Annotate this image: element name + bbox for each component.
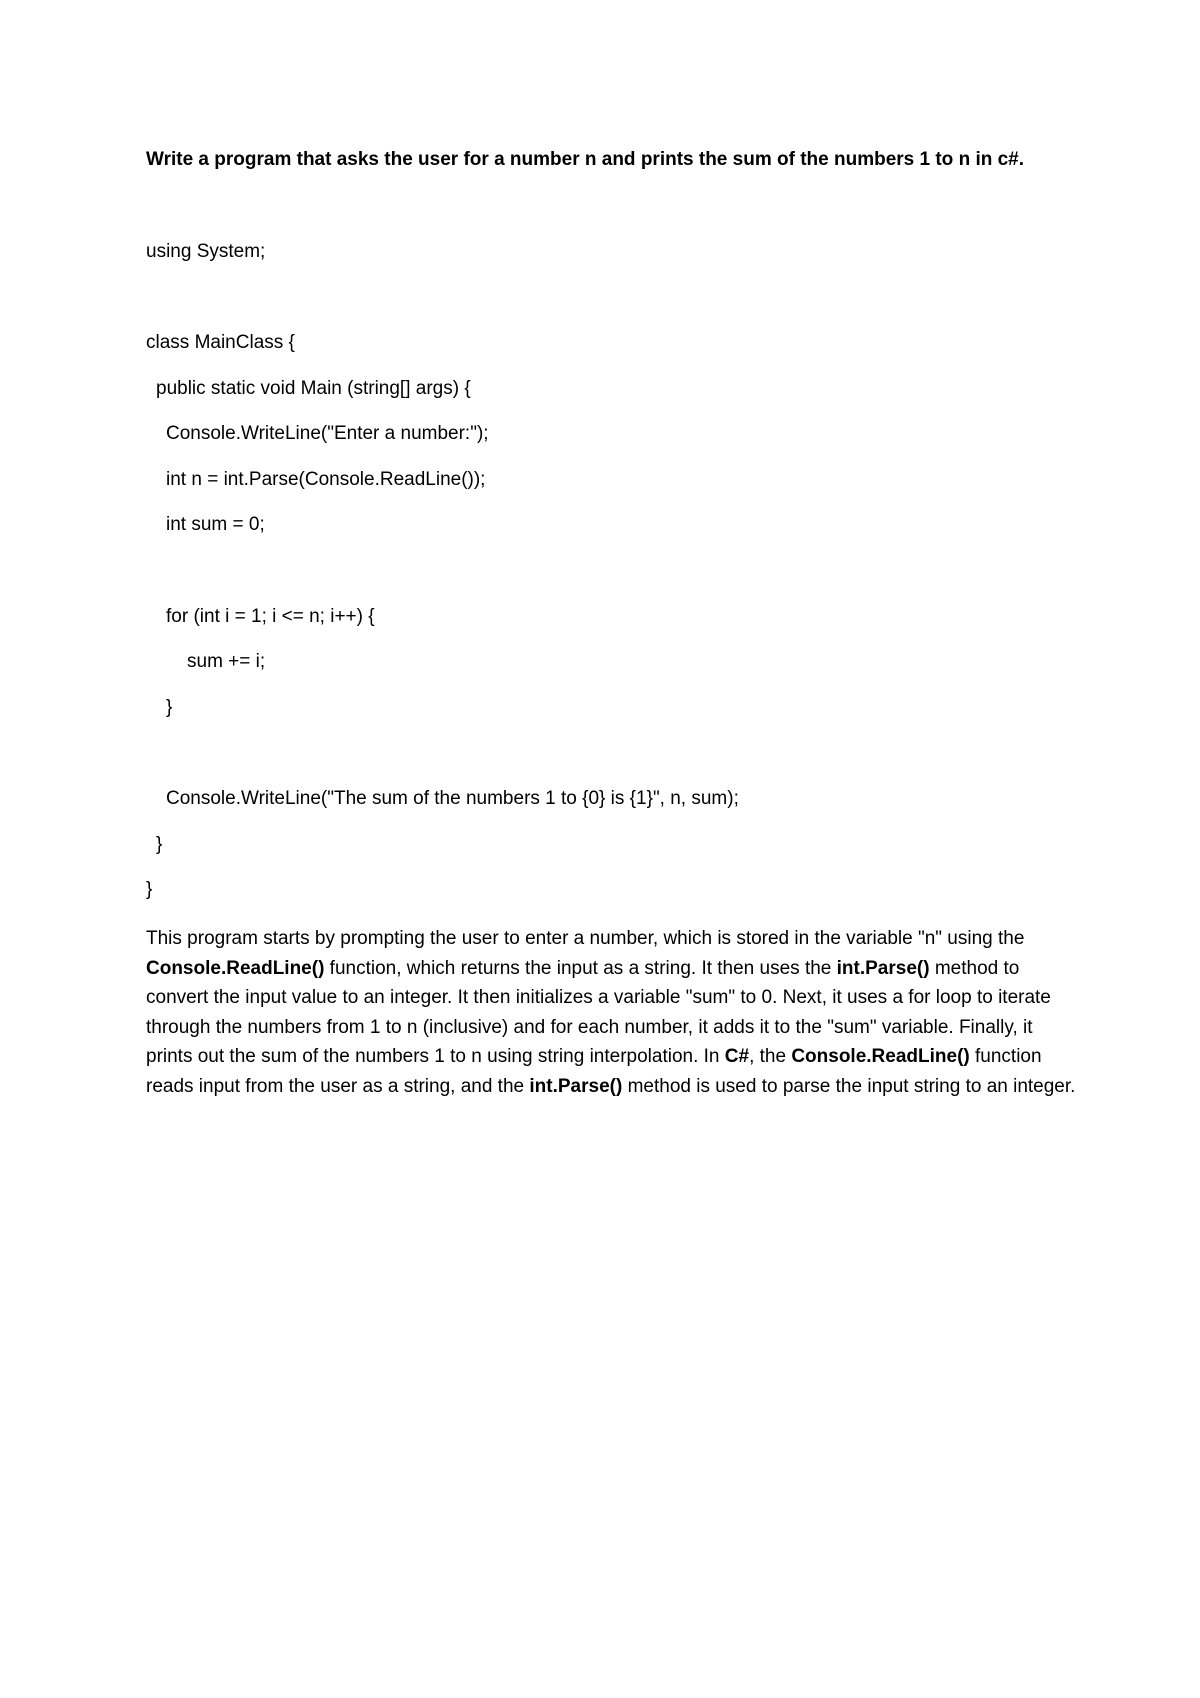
code-line-prompt: Console.WriteLine("Enter a number:");	[166, 423, 489, 444]
code-line-class: class MainClass {	[146, 332, 295, 353]
explanation-text-2: function, which returns the input as a string. It then uses the	[324, 957, 837, 979]
code-line-output: Console.WriteLine("The sum of the numbers 1 to {0} is {1}", n, sum);	[166, 788, 739, 809]
explanation-code-parse-1: int.Parse()	[836, 957, 930, 979]
explanation-text-5: function reads input from the user as a string, and the	[146, 1046, 1042, 1097]
explanation-code-readline-1: Console.ReadLine()	[146, 957, 325, 979]
explanation-code-readline-2: Console.ReadLine()	[791, 1046, 970, 1068]
explanation-text-4: , the	[749, 1046, 792, 1068]
code-line-sum-add: sum += i;	[187, 651, 266, 672]
code-line-for-close: }	[166, 697, 173, 718]
explanation-language-name: C#	[724, 1046, 750, 1068]
code-line-for: for (int i = 1; i <= n; i++) {	[166, 606, 375, 627]
question-heading: Write a program that asks the user for a number n and prints the sum of the numbers 1 to n in c#.	[146, 149, 1025, 170]
explanation-code-parse-2: int.Parse()	[529, 1075, 623, 1097]
code-line-main-close: }	[156, 834, 163, 855]
explanation-paragraph	[146, 924, 1076, 1102]
explanation-text-6: method is used to parse the input string to an integer.	[622, 1075, 1076, 1097]
code-line-using: using System;	[146, 241, 266, 262]
code-line-parse: int n = int.Parse(Console.ReadLine());	[166, 469, 486, 490]
explanation-text-1: This program starts by prompting the user to enter a number, which is stored in the variable "n" using the	[146, 928, 1025, 949]
code-line-main: public static void Main (string[] args) {	[156, 378, 471, 399]
code-line-class-close: }	[146, 879, 153, 900]
explanation-text-3: method to convert the input value to an integer. It then initializes a variable "sum" to 0. Next, it uses a for loop to iterate through the numbers from 1 to n (inclusive) and for each number, it adds it to the "sum" variable. Finally, it prints out the sum of the numbers 1 to n using string interpolation. In	[146, 957, 1051, 1068]
code-line-sum-init: int sum = 0;	[166, 514, 265, 535]
